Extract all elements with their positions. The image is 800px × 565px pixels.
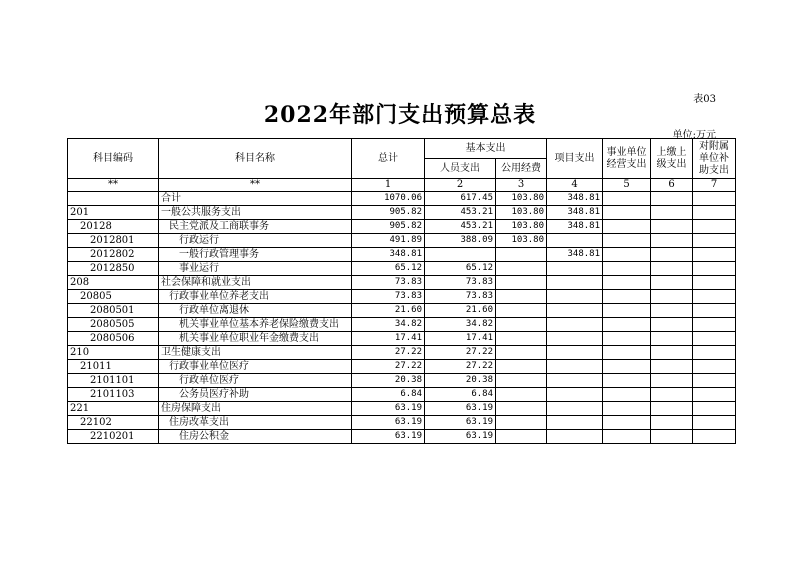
index-cell: 1 (352, 179, 425, 192)
project-cell: 348.81 (547, 192, 603, 206)
personnel-cell: 21.60 (425, 304, 496, 318)
public-cell: 103.80 (496, 206, 547, 220)
subject-code-cell: 22102 (68, 416, 159, 430)
personnel-cell: 73.83 (425, 290, 496, 304)
total-cell: 73.83 (352, 290, 425, 304)
table-row (68, 220, 736, 234)
total-cell: 6.84 (352, 388, 425, 402)
business-cell (603, 430, 651, 444)
total-cell: 905.82 (352, 220, 425, 234)
public-cell (496, 248, 547, 262)
table-row (68, 318, 736, 332)
subject-name-cell: 住房公积金 (159, 430, 352, 444)
total-cell: 65.12 (352, 262, 425, 276)
business-cell (603, 332, 651, 346)
subject-name-cell: 机关事业单位基本养老保险缴费支出 (159, 318, 352, 332)
subject-name-cell: 住房改革支出 (159, 416, 352, 430)
subject-name-cell: 一般行政管理事务 (159, 248, 352, 262)
higher-cell (651, 262, 693, 276)
higher-cell (651, 374, 693, 388)
table-row (68, 192, 736, 206)
subsidy-cell (693, 234, 736, 248)
project-cell (547, 276, 603, 290)
personnel-cell: 27.22 (425, 346, 496, 360)
table-row (68, 234, 736, 248)
header-total: 总计 (352, 139, 425, 179)
total-cell: 63.19 (352, 430, 425, 444)
project-cell: 348.81 (547, 220, 603, 234)
header-code: 科目编码 (68, 139, 159, 179)
index-row (68, 179, 736, 192)
higher-cell (651, 248, 693, 262)
index-cell: 3 (496, 179, 547, 192)
subsidy-cell (693, 248, 736, 262)
business-cell (603, 262, 651, 276)
table-header (68, 139, 736, 192)
subject-code-cell: 21011 (68, 360, 159, 374)
subject-name-cell: 民主党派及工商联事务 (159, 220, 352, 234)
unit-label: 单位:万元 (672, 130, 716, 141)
public-cell (496, 304, 547, 318)
subsidy-cell (693, 304, 736, 318)
subsidy-cell (693, 388, 736, 402)
personnel-cell: 453.21 (425, 206, 496, 220)
header-personnel: 人员支出 (425, 159, 496, 179)
table-row (68, 290, 736, 304)
total-cell: 20.38 (352, 374, 425, 388)
total-cell: 63.19 (352, 402, 425, 416)
total-cell: 27.22 (352, 346, 425, 360)
higher-cell (651, 430, 693, 444)
subsidy-cell (693, 416, 736, 430)
subject-code-cell: 2012801 (68, 234, 159, 248)
higher-cell (651, 304, 693, 318)
table-row (68, 360, 736, 374)
subject-name-cell: 社会保障和就业支出 (159, 276, 352, 290)
personnel-cell: 6.84 (425, 388, 496, 402)
higher-cell (651, 276, 693, 290)
project-cell (547, 262, 603, 276)
table-row (68, 262, 736, 276)
total-cell: 17.41 (352, 332, 425, 346)
public-cell (496, 332, 547, 346)
subject-name-cell: 一般公共服务支出 (159, 206, 352, 220)
table-row (68, 304, 736, 318)
table-row (68, 430, 736, 444)
project-cell (547, 290, 603, 304)
personnel-cell: 453.21 (425, 220, 496, 234)
personnel-cell: 17.41 (425, 332, 496, 346)
higher-cell (651, 220, 693, 234)
subject-name-cell: 卫生健康支出 (159, 346, 352, 360)
personnel-cell: 63.19 (425, 416, 496, 430)
header-business: 事业单位经营支出 (603, 139, 651, 179)
public-cell (496, 402, 547, 416)
project-cell (547, 402, 603, 416)
higher-cell (651, 402, 693, 416)
table-row (68, 248, 736, 262)
header-public: 公用经费 (496, 159, 547, 179)
higher-cell (651, 416, 693, 430)
higher-cell (651, 206, 693, 220)
total-cell: 73.83 (352, 276, 425, 290)
subject-code-cell: 2210201 (68, 430, 159, 444)
subsidy-cell (693, 318, 736, 332)
public-cell (496, 276, 547, 290)
public-cell (496, 318, 547, 332)
business-cell (603, 192, 651, 206)
public-cell (496, 262, 547, 276)
subject-code-cell: 2080501 (68, 304, 159, 318)
index-cell: 6 (651, 179, 693, 192)
subsidy-cell (693, 430, 736, 444)
header-subsidy: 对附属单位补助支出 (693, 139, 736, 179)
subject-code-cell: 2012850 (68, 262, 159, 276)
subject-code-cell: 221 (68, 402, 159, 416)
project-cell (547, 332, 603, 346)
subject-name-cell: 事业运行 (159, 262, 352, 276)
total-cell: 1070.06 (352, 192, 425, 206)
personnel-cell: 388.09 (425, 234, 496, 248)
table-number-label: 表03 (693, 94, 716, 105)
subsidy-cell (693, 332, 736, 346)
personnel-cell: 73.83 (425, 276, 496, 290)
project-cell (547, 374, 603, 388)
subject-name-cell: 行政事业单位医疗 (159, 360, 352, 374)
header-name: 科目名称 (159, 139, 352, 179)
business-cell (603, 318, 651, 332)
higher-cell (651, 318, 693, 332)
total-cell: 905.82 (352, 206, 425, 220)
subject-name-cell: 公务员医疗补助 (159, 388, 352, 402)
higher-cell (651, 192, 693, 206)
higher-cell (651, 388, 693, 402)
higher-cell (651, 234, 693, 248)
public-cell: 103.80 (496, 192, 547, 206)
project-cell: 348.81 (547, 248, 603, 262)
index-cell: 2 (425, 179, 496, 192)
subject-code-cell: 210 (68, 346, 159, 360)
public-cell (496, 430, 547, 444)
total-cell: 27.22 (352, 360, 425, 374)
total-cell: 63.19 (352, 416, 425, 430)
personnel-cell: 63.19 (425, 402, 496, 416)
business-cell (603, 374, 651, 388)
subsidy-cell (693, 206, 736, 220)
project-cell (547, 304, 603, 318)
subject-code-cell: 208 (68, 276, 159, 290)
header-basic: 基本支出 (425, 139, 547, 159)
business-cell (603, 388, 651, 402)
personnel-cell: 20.38 (425, 374, 496, 388)
public-cell (496, 416, 547, 430)
subsidy-cell (693, 402, 736, 416)
business-cell (603, 290, 651, 304)
public-cell (496, 360, 547, 374)
higher-cell (651, 346, 693, 360)
personnel-cell: 65.12 (425, 262, 496, 276)
table-body (68, 192, 736, 444)
subject-code-cell: 2012802 (68, 248, 159, 262)
table-row (68, 332, 736, 346)
higher-cell (651, 332, 693, 346)
subsidy-cell (693, 262, 736, 276)
project-cell (547, 430, 603, 444)
index-cell: ** (159, 179, 352, 192)
header-project: 项目支出 (547, 139, 603, 179)
subject-code-cell (68, 192, 159, 206)
subject-code-cell: 20805 (68, 290, 159, 304)
table-row (68, 206, 736, 220)
subject-name-cell: 机关事业单位职业年金缴费支出 (159, 332, 352, 346)
public-cell: 103.80 (496, 234, 547, 248)
table-row (68, 276, 736, 290)
business-cell (603, 220, 651, 234)
index-cell: 7 (693, 179, 736, 192)
project-cell (547, 416, 603, 430)
personnel-cell: 63.19 (425, 430, 496, 444)
total-cell: 491.89 (352, 234, 425, 248)
index-cell: 4 (547, 179, 603, 192)
project-cell (547, 318, 603, 332)
table-row (68, 402, 736, 416)
higher-cell (651, 360, 693, 374)
subject-code-cell: 2080506 (68, 332, 159, 346)
business-cell (603, 276, 651, 290)
header-higher: 上缴上级支出 (651, 139, 693, 179)
table-row (68, 374, 736, 388)
table-row (68, 416, 736, 430)
public-cell (496, 388, 547, 402)
subject-name-cell: 合计 (159, 192, 352, 206)
subsidy-cell (693, 290, 736, 304)
subject-name-cell: 住房保障支出 (159, 402, 352, 416)
public-cell (496, 374, 547, 388)
index-cell: 5 (603, 179, 651, 192)
page-title: 2022年部门支出预算总表 (263, 102, 537, 128)
project-cell (547, 346, 603, 360)
public-cell (496, 346, 547, 360)
index-cell: ** (68, 179, 159, 192)
personnel-cell: 617.45 (425, 192, 496, 206)
subsidy-cell (693, 220, 736, 234)
business-cell (603, 206, 651, 220)
total-cell: 34.82 (352, 318, 425, 332)
total-cell: 348.81 (352, 248, 425, 262)
table-row (68, 346, 736, 360)
project-cell (547, 388, 603, 402)
budget-table (67, 138, 736, 444)
subject-code-cell: 201 (68, 206, 159, 220)
subject-code-cell: 2101103 (68, 388, 159, 402)
business-cell (603, 304, 651, 318)
subject-code-cell: 20128 (68, 220, 159, 234)
project-cell (547, 360, 603, 374)
business-cell (603, 234, 651, 248)
subject-code-cell: 2101101 (68, 374, 159, 388)
personnel-cell (425, 248, 496, 262)
business-cell (603, 402, 651, 416)
business-cell (603, 360, 651, 374)
business-cell (603, 248, 651, 262)
business-cell (603, 346, 651, 360)
business-cell (603, 416, 651, 430)
higher-cell (651, 290, 693, 304)
subsidy-cell (693, 192, 736, 206)
subject-name-cell: 行政单位离退休 (159, 304, 352, 318)
subject-name-cell: 行政运行 (159, 234, 352, 248)
public-cell (496, 290, 547, 304)
subject-name-cell: 行政单位医疗 (159, 374, 352, 388)
total-cell: 21.60 (352, 304, 425, 318)
project-cell: 348.81 (547, 206, 603, 220)
public-cell: 103.80 (496, 220, 547, 234)
subsidy-cell (693, 276, 736, 290)
project-cell (547, 234, 603, 248)
subsidy-cell (693, 346, 736, 360)
table-row (68, 388, 736, 402)
personnel-cell: 27.22 (425, 360, 496, 374)
subsidy-cell (693, 360, 736, 374)
subject-code-cell: 2080505 (68, 318, 159, 332)
subsidy-cell (693, 374, 736, 388)
subject-name-cell: 行政事业单位养老支出 (159, 290, 352, 304)
personnel-cell: 34.82 (425, 318, 496, 332)
